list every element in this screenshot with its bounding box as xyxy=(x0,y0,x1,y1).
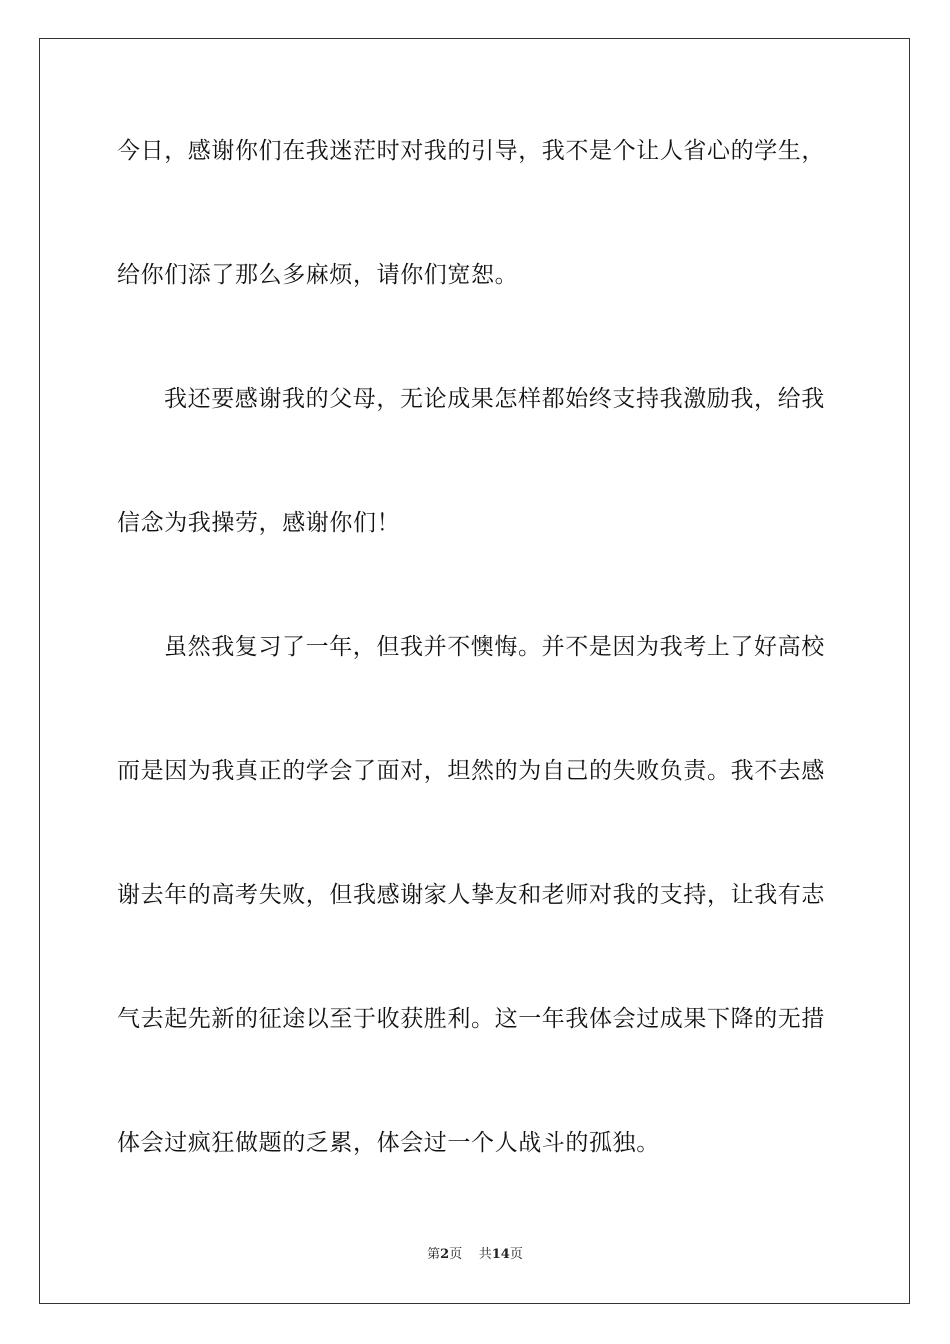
text-line-8: 气去起先新的征途以至于收获胜利。这一年我体会过成果下降的无措 xyxy=(117,1006,825,1032)
page-border xyxy=(39,38,910,1304)
text-line-9: 体会过疯狂做题的乏累，体会过一个人战斗的孤独。 xyxy=(117,1130,660,1156)
text-line-3: 我还要感谢我的父母，无论成果怎样都始终支持我激励我，给我 xyxy=(164,386,825,412)
page-suffix: 页 xyxy=(449,1247,463,1262)
page-number: 2 xyxy=(440,1247,450,1262)
total-suffix: 页 xyxy=(509,1247,523,1262)
text-line-4: 信念为我操劳，感谢你们！ xyxy=(117,510,401,536)
text-line-6: 而是因为我真正的学会了面对，坦然的为自己的失败负责。我不去感 xyxy=(117,758,825,784)
total-pages: 14 xyxy=(491,1247,510,1262)
text-line-5: 虽然我复习了一年，但我并不懊悔。并不是因为我考上了好高校 xyxy=(164,634,825,660)
page-footer xyxy=(0,1246,950,1264)
total-prefix: 共 xyxy=(478,1247,492,1262)
page-prefix: 第 xyxy=(427,1247,441,1262)
text-line-1: 今日，感谢你们在我迷茫时对我的引导，我不是个让人省心的学生， xyxy=(117,138,825,164)
text-line-7: 谢去年的高考失败，但我感谢家人挚友和老师对我的支持，让我有志 xyxy=(117,882,825,908)
text-line-2: 给你们添了那么多麻烦，请你们宽恕。 xyxy=(117,262,519,288)
